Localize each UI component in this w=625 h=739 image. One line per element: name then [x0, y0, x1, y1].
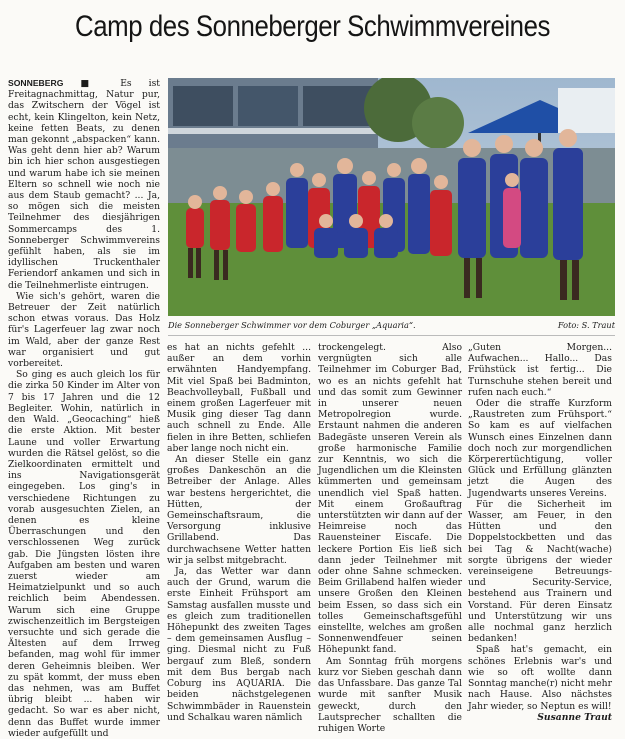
paragraph — [8, 78, 160, 291]
photo-caption-row — [168, 320, 615, 330]
paragraph: Spaß hat's gemacht, ein schönes Erlebnis war's und wie so oft wollte dann Sonntag manche(r) nicht mehr nach Hause. Also nächstes Jahr wieder, so Neptun es will! — [468, 644, 612, 712]
photo-credit: Foto: S. Traut — [557, 320, 615, 330]
paragraph-text: ■ Es ist Freitagnachmittag, Natur pur, das Zwitschern der Vögel ist echt, kein Klingelton, kein Netz, keine fetten Beats, zu denen man gekonnt „abspacken“ kann. Was geht denn hier ab? Warum bin ich hier schon ausgestiegen und warum habe ich sie meinen Eltern so schnell wie noch nie aus dem Staub gemacht? ... Ja, so mögen sich die meisten Teilnehmer des diesjährigen Sommercamps des 1. Sonneberger Schwimmvereins gefühlt haben, als sie im idyllischen Truckenthaler Feriendorf ankamen und sich in die Teilnehmerliste eintrugen. — [8, 78, 160, 291]
photo-caption: Die Sonneberger Schwimmer vor dem Coburger „Aquaria“. — [168, 320, 416, 330]
article-column-2 — [167, 342, 311, 723]
paragraph: „Guten Morgen... Aufwachen... Hallo... Das Frühstück ist fertig... Die Turnschuhe stehen bereit und rufen nach euch.“ — [468, 342, 612, 398]
paragraph: trockengelegt. Also vergnügten sich alle Teilnehmer im Coburger Bad, wo es an nichts gefehlt hat und das somit zum Gewinner in unserer neuen Metropolregion wurde. Erstaunt nahmen die anderen Badegäste unseren Verein als große harmonische Familie zur Kenntnis, wo sich die Jugendlichen um die Kleinsten kümmerten und gemeinsam unendlich viel Spaß hatten. Mit einem Großauftrag unterstützten wir dann auf der Heimreise noch das Rauensteiner Eiscafe. Die leckere Portion Eis ließ sich dann jeder Teilnehmer mit oder ohne Sahne schmecken. Beim Grillabend halfen wieder unsere Großen den Kleinen beim Essen, so dass sich ein tolles Gemeinschaftsgefühl einstellte, welches am großen Sonnenwendfeuer seinen Höhepunkt fand. — [318, 342, 462, 656]
paragraph: Am Sonntag früh morgens kurz vor Sieben geschah dann das Unfassbare. Das ganze Tal wurde mit sanfter Musik geweckt, durch den Lautsprecher schallten die ruhigen Worte — [318, 655, 462, 734]
paragraph: es hat an nichts gefehlt ... außer an dem vorhin erwähnten Handyempfang. Mit viel Spaß bei Badminton, Beachvolleyball, Fußball und einem großen Lagerfeuer mit Musik ging dieser Tag dann auch schnell zu Ende. Alle fielen in ihre Betten, schliefen aber lange noch nicht ein. — [167, 342, 311, 454]
dateline: SONNEBERG — [8, 78, 64, 88]
paragraph: An dieser Stelle ein ganz großes Dankeschön an die Betreiber der Anlage. Alles war bestens hergerichtet, die Hütten, der Gemeinschaftsraum, die Versorgung inklusive Grillabend. Das durchwachsene Wetter hatten wir ja selbst mitgebracht. — [167, 454, 311, 566]
paragraph: So ging es auch gleich los für die zirka 50 Kinder im Alter von 7 bis 17 Jahren und die 12 Begleiter. Wohin, natürlich in den Wald. „Geocaching“ hieß die erste Aktion. Mit bester Laune und voller Erwartung wurden die Rätsel gelöst, so die Zielkoordinaten ermittelt und ins Navigationsgerät eingegeben. Los ging's in verschiedene Richtungen zu vorab ausgesuchten Zielen, an denen es kleine Überraschungen und den verschlossenen Weg zurück gab. Die Jüngsten lösten ihre Aufgaben am besten und waren zuerst wieder am Heimatzielpunkt und so auch reichlich beim Abendessen. Warum sich eine Gruppe zwischenzeitlich im Bergsteigen versuchte und sich gerade die Ältesten auf dem Irrweg befanden, mag wohl für immer deren Geheimnis bleiben. Wer zu spät kommt, der muss eben das nehmen, was am Buffet übrig bleibt ... haben wir gedacht. So war es aber nicht, denn das Buffet wurde immer wieder aufgefüllt und — [8, 369, 160, 739]
headline: Camp des Sonneberger Schwimmvereines — [75, 10, 550, 43]
article-column-3 — [318, 342, 462, 734]
article-column-1 — [8, 78, 160, 739]
paragraph: Ja, das Wetter war dann auch der Grund, warum die erste Einheit Frühsport am Samstag ausfallen musste und es gleich zum traditionellen Höhepunkt des zweiten Tages – dem gemeinsamen Ausflug – ging. Diesmal nicht zu Fuß bergauf zum Bleß, sondern mit dem Bus bergab nach Coburg ins AQUARIA. Die beiden nächstgelegenen Schwimmbäder in Rauenstein und Schalkau waren nämlich — [167, 566, 311, 723]
divider — [168, 335, 615, 336]
group-photo — [168, 78, 615, 316]
paragraph: Für die Sicherheit im Wasser, am Feuer, in den Hütten und den Doppelstockbetten und das bei Tag & Nacht(wache) sorgte übrigens der wieder vereinseigene Betreuungs- und Security-Service, bestehend aus Trainern und Vorstand. Für deren Einsatz und Unterstützung wir uns alle nochmal ganz herzlich bedanken! — [468, 498, 612, 645]
paragraph: Oder die straffe Kurzform „Raustreten zum Frühsport.“ So kam es auf vielfachen Wunsch eines Einzelnen dann doch noch zur morgendlichen Körperertüchtigung, voller Glück und Erfüllung glänzten jetzt die Augen des Jugendwarts unseres Vereins. — [468, 398, 612, 499]
group-photo-illustration — [168, 78, 615, 316]
paragraph: Wie sich's gehört, waren die Betreuer der Zeit natürlich schon etwas voraus. Das Holz für's Lagerfeuer lag zwar noch im Wald, aber der ganze Rest war organisiert und gut vorbereitet. — [8, 290, 160, 370]
author-signature: Susanne Traut — [537, 711, 612, 723]
article-column-4 — [468, 342, 612, 723]
